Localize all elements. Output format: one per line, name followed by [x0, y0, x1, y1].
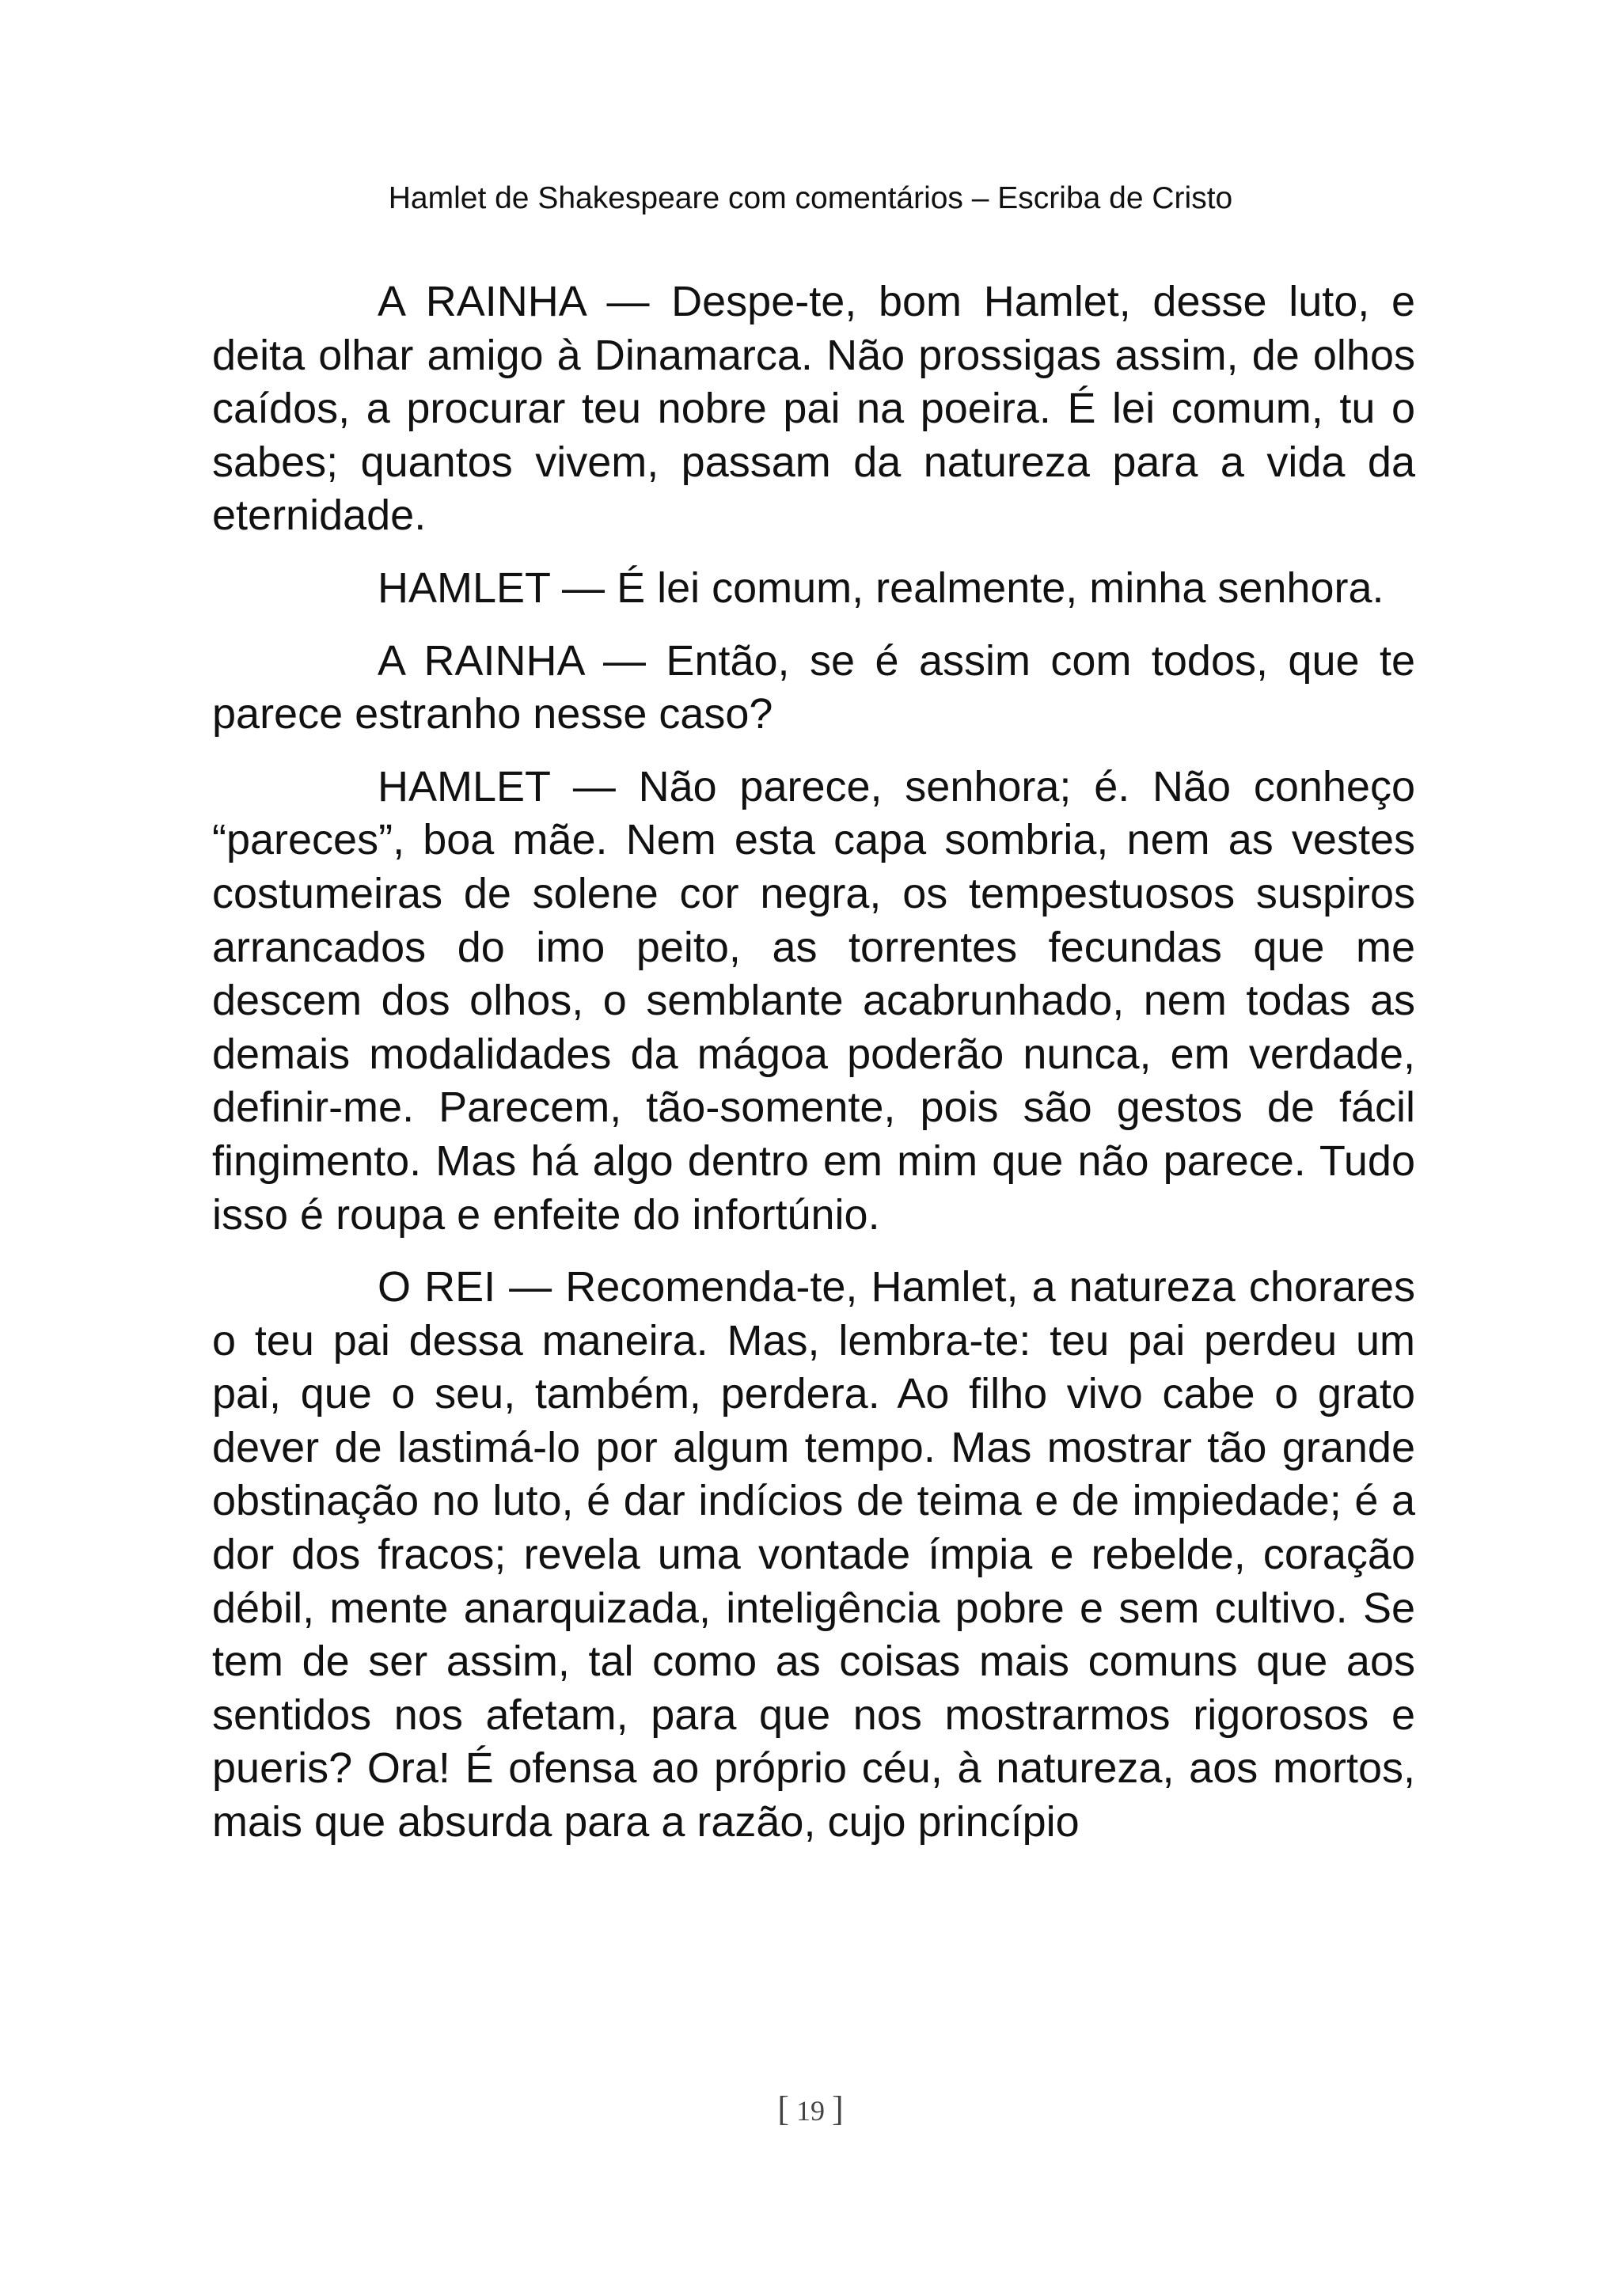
page-body: [212, 275, 1415, 1869]
page-number-value: 19: [796, 2095, 825, 2127]
page-number: [0, 2089, 1621, 2131]
paragraph-rainha-2: A RAINHA — Então, se é assim com todos, que te parece estranho nesse caso?: [212, 636, 1415, 738]
paragraph-hamlet-1: HAMLET — É lei comum, realmente, minha senhora.: [378, 564, 1384, 612]
page-number-bracket-open: [: [777, 2089, 789, 2128]
running-header: Hamlet de Shakespeare com comentários – Escriba de Cristo: [388, 181, 1233, 215]
paragraph-rei-1: O REI — Recomenda-te, Hamlet, a natureza chorares o teu pai dessa maneira. Mas, lembra-te: teu pai perdeu um pai, que o seu, também, perdera. Ao filho vivo cabe o grato dever de lastimá-lo por algum tempo. Mas mostrar tão grande obstinação no luto, é dar indícios de teima e de impiedade; é a dor dos fracos; revela uma vontade ímpia e rebelde, coração débil, mente anarquizada, inteligência pobre e sem cultivo. Se tem de ser assim, tal como as coisas mais comuns que aos sentidos nos afetam, para que nos mostrarmos rigorosos e pueris? Ora! É ofensa ao próprio céu, à natureza, aos mortos, mais que absurda para a razão, cujo princípio: [212, 1263, 1415, 1846]
page-number-bracket-close: ]: [832, 2089, 844, 2128]
paragraph-hamlet-2: HAMLET — Não parece, senhora; é. Não conheço “pareces”, boa mãe. Nem esta capa sombria, nem as vestes costumeiras de solene cor negra, os tempestuosos suspiros arrancados do imo peito, as torrentes fecundas que me descem dos olhos, o semblante acabrunhado, nem todas as demais modalidades da mágoa poderão nunca, em verdade, definir-me. Parecem, tão-somente, pois são gestos de fácil fingimento. Mas há algo dentro em mim que não parece. Tudo isso é roupa e enfeite do infortúnio.: [212, 762, 1415, 1239]
paragraph-rainha-1: A RAINHA — Despe-te, bom Hamlet, desse luto, e deita olhar amigo à Dinamarca. Não prossigas assim, de olhos caídos, a procurar teu nobre pai na poeira. É lei comum, tu o sabes; quantos vivem, passam da natureza para a vida da eternidade.: [212, 278, 1415, 540]
